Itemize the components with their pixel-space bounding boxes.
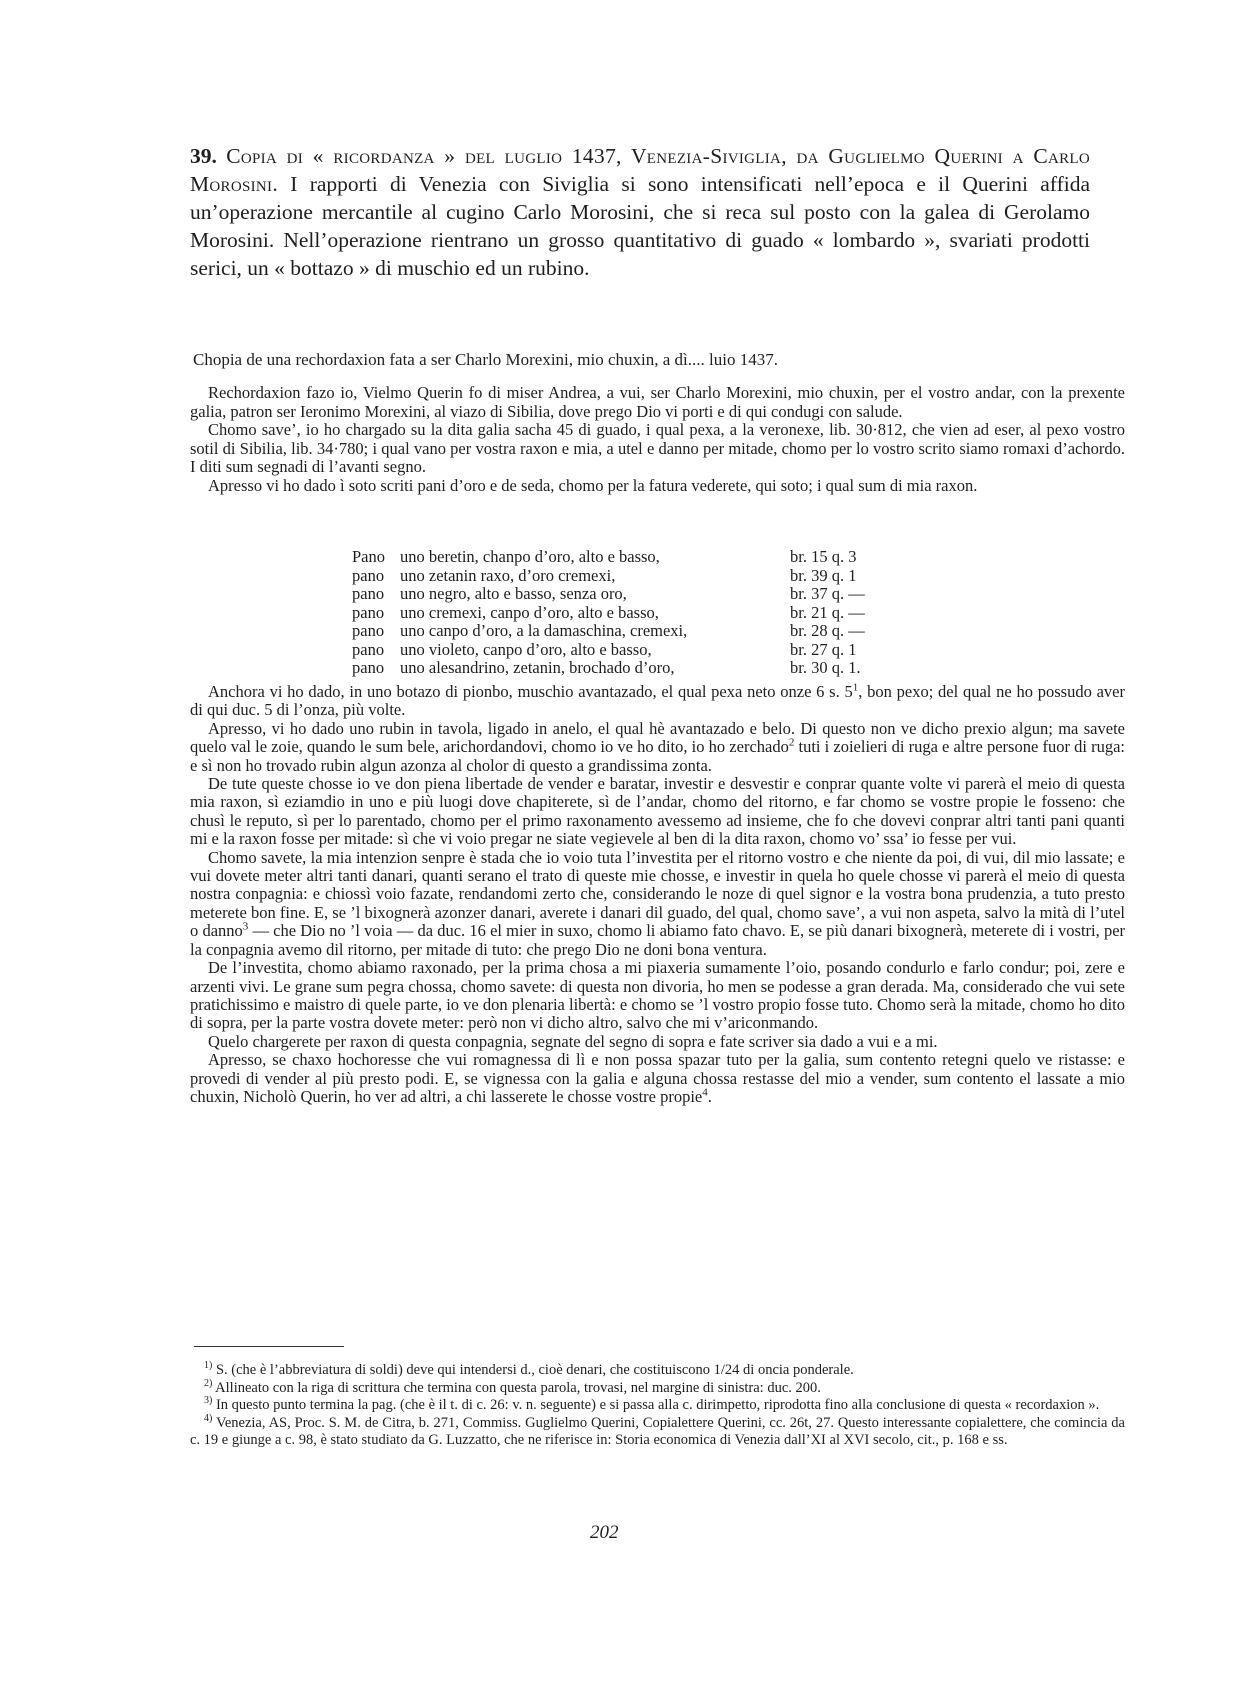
document-summary: I rapporti di Venezia con Siviglia si sono intensificati nell’epoca e il Querini affida un’operazione mercantile al cugino Carlo Morosini, che si reca sul posto con la galea di Gerolamo Morosini. Nell’operazione rientrano un grosso quantitativo di guado « lombardo », svariati prodotti serici, un « bottazo » di muschio ed un rubino. (190, 172, 1091, 280)
cloth-measure: br. 21 q. — (790, 602, 865, 622)
document-number: 39. (190, 144, 217, 168)
footnote-text: Venezia, AS, Proc. S. M. de Citra, b. 271, Commiss. Guglielmo Querini, Copialettere Querini, cc. 26t, 27. Questo interessante copialettere, che comincia da c. 19 e giunge a c. 98, è stato studiato da G. Luzzatto, che ne riferisce in: Storia economica di Venezia dall’XI al XVI secolo, cit., p. 168 e ss. (190, 1414, 1125, 1448)
cloth-row (352, 585, 932, 604)
footnote (190, 1412, 1125, 1450)
footnote (190, 1397, 1125, 1415)
paragraph: De l’investita, chomo abiamo raxonado, per la prima chosa a mi piaxeria sumamente l’oio, posando condurlo e farlo condur; poi, zere e arzenti vivi. Le grane sum pegra chossa, chomo savete: di questa non divoria, ho men se podesse a gran derada. Ma, considerado che vui sete pratichissimo e maistro di quele parte, io ve don plenaria libertà: e chomo se ’l vostro propio fosse tuto. Chomo serà la mitade, chomo ho dito di sopra, per la parte vostra dovete meter: però non vi dicho altro, salvo che mi v’ariconmando. (190, 958, 1125, 1033)
text-run: Anchora vi ho dado, in uno botazo di pionbo, muschio avantazado, el qual pexa neto onze 6 s. 5 (208, 682, 853, 701)
cloth-description: uno zetanin raxo, d’oro cremexi, (400, 565, 616, 585)
cloth-row (352, 548, 932, 567)
cloth-measure: br. 28 q. — (790, 621, 865, 640)
cloth-row (352, 567, 932, 586)
cloth-list (352, 548, 932, 678)
text-run: tuti i zoielieri di ruga e altre persone fuor di ruga: e sì non ho trovado rubin algun azonza al cholor di questo a grandissima zonta. (190, 737, 1125, 775)
cloth-word: pano (352, 658, 385, 677)
text-run: , bon pexo; del qual ne ho possudo aver di qui duc. 5 di l’onza, più volte. (190, 682, 1125, 720)
footnote-ref: 4 (702, 1086, 708, 1099)
cloth-word: pano (352, 584, 385, 603)
paragraph: Quelo chargerete per raxon di questa conpagnia, segnate del segno di sopra e fate scriver sia dado a vui e a mi. (208, 1031, 938, 1051)
footnote-number: 2) (204, 1377, 213, 1389)
cloth-description: uno cremexi, canpo d’oro, alto e basso, (400, 602, 659, 622)
cloth-description: uno canpo d’oro, a la damaschina, cremexi, (400, 621, 688, 640)
footnote-ref: 2 (788, 736, 795, 749)
cloth-measure: br. 37 q. — (790, 584, 865, 603)
paragraph: Rechordaxion fazo io, Vielmo Querin fo di miser Andrea, a vui, ser Charlo Morexini, mio chuxin, per el vostro andar, con la prexente galia, patron ser Ieronimo Morexini, al viazo di Sibilia, dove prego Dio vi porti e di qui condugi con salude. (190, 383, 1125, 421)
footnote-divider (194, 1346, 344, 1347)
footnote-text: In questo punto termina la pag. (che è il t. di c. 26: v. n. seguente) e si passa alla c. dirimpetto, riprodotta fino alla conclusione di questa « recordaxion ». (215, 1397, 1100, 1413)
cloth-word: pano (352, 639, 385, 659)
footnote-text: S. (che è l’abbreviatura di soldi) deve qui intendersi d., cioè denari, che costituiscono 1/24 di oncia ponderale. (215, 1362, 854, 1378)
cloth-measure: br. 39 q. 1 (790, 565, 857, 585)
footnotes (190, 1362, 1125, 1450)
cloth-row (352, 622, 932, 641)
paragraph (190, 849, 1125, 959)
paragraph: Chomo save’, io ho chargado su la dita galia sacha 45 di guado, i qual pexa, a la veronexe, lib. 30·812, che vien ad eser, al pexo vostro sotil di Sibilia, lib. 34·780; i qual vano per vostra raxon e mia, a utel e danno per mitade, chomo per lo vostro scrito siamo romaxi d’achordo. I diti sum segnadi di l’avanti segno. (190, 420, 1125, 476)
paragraph (190, 683, 1125, 720)
cloth-description: uno alesandrino, zetanin, brochado d’oro, (400, 658, 675, 677)
footnote-number: 3) (204, 1395, 213, 1407)
paragraph (190, 720, 1125, 775)
footnote (190, 1377, 1125, 1398)
text-run: . (707, 1086, 712, 1106)
cloth-measure: br. 27 q. 1 (790, 639, 857, 659)
document-header (190, 142, 1090, 282)
text-run: Apresso, se chaxo hochoresse che vui romagnessa di lì e non possa spazar tuto per la galia, sum contento retegni quelo ve ristasse: e provedi di vender al più presto podi. E, se vignessa con la galia e alguna chossa restasse del mio a vender, sum contento el lassate a mio chuxin, Nicholò Querin, ho ver ad altri, a chi lasserete le chosse vostre propie (190, 1050, 1125, 1106)
transcription-heading: Chopia de una rechordaxion fata a ser Charlo Morexini, mio chuxin, a dì.... luio 1437. (193, 350, 778, 369)
cloth-word: Pano (352, 547, 385, 566)
cloth-row (352, 641, 932, 660)
paragraph (190, 1051, 1125, 1106)
text-run: Chomo savete, la mia intenzion senpre è stada che io voio tuta l’investita per el ritorno vostro e che niente da poi, di vui, dil mio lassate; e vui dovete meter altri tanti danari, quanti serano el trato di queste mie chosse, e investir in quela ho quele chosse vi parerà el meio di questa nostra conpagnia: e chiossì voio fazate, rendandomi zerto che, considerando le noze di quel signor e la vostra bona prudenzia, a tuto presto meterete bon fine. E, se ’l bixognerà azonzer danari, averete i danari dil guado, del qual, chomo save’, a vui non aspeta, salvo la mità di l’utel o danno (190, 847, 1125, 941)
cloth-description: uno negro, alto e basso, senza oro, (400, 584, 627, 603)
cloth-word: pano (352, 621, 385, 640)
text-run: — che Dio no ’l voia — da duc. 16 el mier in suxo, chomo li abiamo fato chavo. E, se più danari bixognerà, meterete di i vostri, per la conpagnia avemo dil ritorno, per mitade di tuto: che prego Dio ne doni bona ventura. (190, 921, 1126, 959)
document-title: Copia di « ricordanza » del luglio 1437, Venezia-Siviglia, da Guglielmo Querini a Carlo Morosini. (190, 144, 1090, 196)
text-run: Apresso, vi ho dado uno rubin in tavola, ligado in anelo, el qual hè avantazado e belo. Di questo non ve dicho prexio algun; ma savete quelo val le zoie, quando le sum bele, arichordandovi, chomo io ve ho dito, io ho zerchado (190, 718, 1125, 757)
cloth-word: pano (352, 602, 385, 622)
footnote-number: 4) (204, 1412, 213, 1424)
cloth-description: uno violeto, canpo d’oro, alto e basso, (400, 639, 652, 659)
transcription-body-part2 (190, 683, 1125, 1106)
footnote-ref: 3 (242, 920, 249, 933)
footnote (190, 1362, 1125, 1380)
paragraph: Apresso vi ho dado ì soto scriti pani d’oro e de seda, chomo per la fatura vederete, qui soto; i qual sum di mia raxon. (208, 475, 978, 495)
cloth-description: uno beretin, chanpo d’oro, alto e basso, (400, 547, 660, 566)
footnote-text: Allineato con la riga di scrittura che termina con questa parola, trovasi, nel margine di sinistra: duc. 200. (215, 1379, 821, 1396)
footnote-number: 1) (204, 1360, 213, 1372)
footnote-ref: 1 (852, 681, 859, 694)
cloth-word: pano (352, 565, 385, 585)
cloth-row (352, 659, 932, 678)
cloth-measure: br. 30 q. 1. (790, 658, 861, 677)
page-number: 202 (590, 1522, 619, 1543)
cloth-measure: br. 15 q. 3 (790, 547, 857, 566)
transcription-body-part1 (190, 384, 1125, 495)
cloth-row (352, 604, 932, 623)
paragraph: De tute queste chosse io ve don piena libertade de vender e baratar, investir e desvestir e conprar quante volte vi parerà el meio di questa mia raxon, sì eziamdio in uno e più luogi dove chapiterete, sì de l’andar, chomo del ritorno, e far chomo se vostre propie le fosseno: che chusì le reputo, sì per lo parentado, chomo per el primo raxonamento avessemo ad insieme, che fo che dovevi conprar altri tanti pani quanti mi e la raxon fosse per mitade: sì che vi voio pregar ne siate vegievele al ben di la dita raxon, chomo vo’ ssa’ io fesse per vui. (190, 774, 1125, 849)
